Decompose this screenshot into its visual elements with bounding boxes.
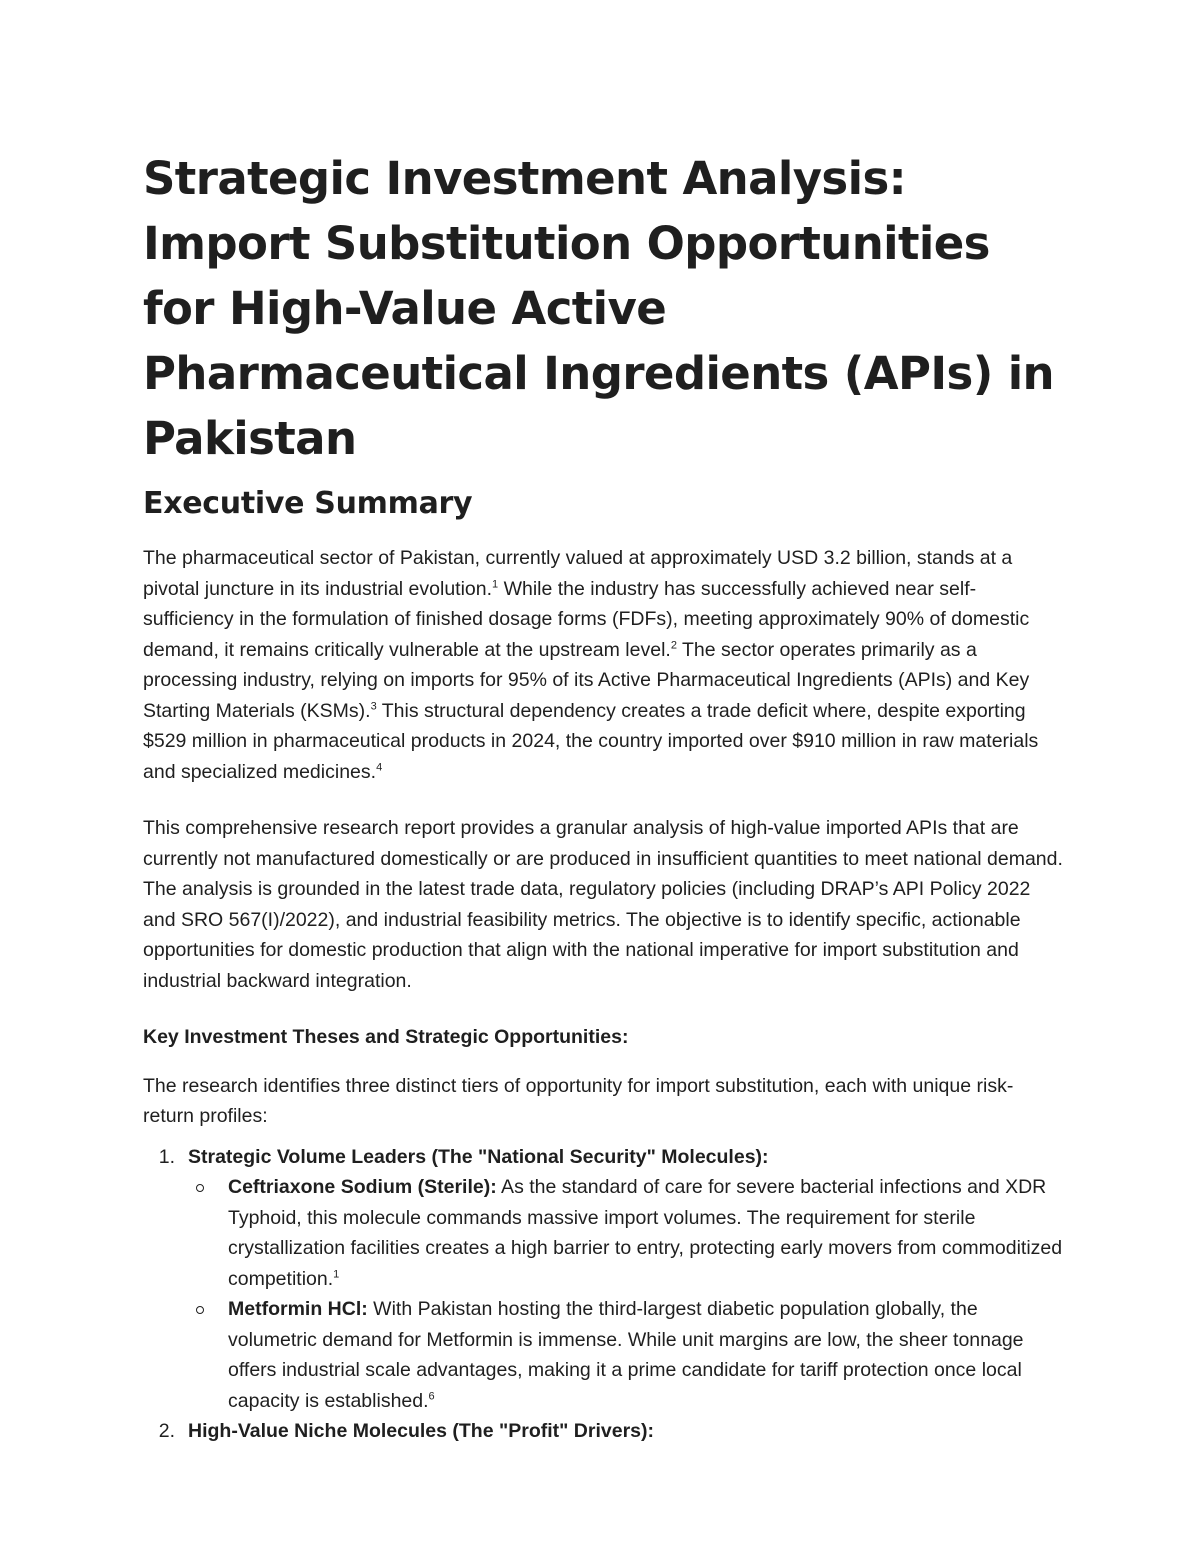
footnote-ref[interactable]: 4 [376, 761, 383, 773]
tier-list [143, 1142, 1063, 1447]
list-item [188, 1294, 1063, 1416]
tier-item [143, 1142, 1063, 1417]
executive-summary-paragraph-2: This comprehensive research report provides a granular analysis of high-value imported APIs that are currently not manufactured domestically or are produced in insufficient quantities to meet national demand. The analysis is grounded in the latest trade data, regulatory policies (including DRAP’s API Policy 2022 and SRO 567(I)/2022), and industrial feasibility metrics. The objective is to identify specific, actionable opportunities for domestic production that align with the national imperative for import substitution and industrial backward integration. [143, 817, 1063, 992]
tier-number: 1. [158, 1145, 175, 1168]
hollow-bullet-icon [196, 1306, 204, 1314]
key-theses-intro: The research identifies three distinct tiers of opportunity for import substitution, each with unique risk-return profiles: [143, 1074, 1014, 1127]
footnote-ref[interactable]: 3 [370, 700, 377, 712]
tier-title: Strategic Volume Leaders (The "National Security" Molecules): [188, 1145, 769, 1168]
molecule-name: Metformin HCl: [228, 1298, 368, 1320]
footnote-ref[interactable]: 1 [333, 1268, 340, 1280]
tier-sub-list [188, 1172, 1063, 1416]
text-span: This structural dependency creates a trade deficit where, despite exporting $529 million in pharmaceutical products in 2024, the country imported over $910 million in raw materials and specialized medicines. [143, 699, 1039, 783]
text-span: The sector operates primarily as a processing industry, relying on imports for 95% of its Active Pharmaceutical Ingredients (APIs) and Key Starting Materials (KSMs). [143, 638, 1030, 722]
molecule-name: Ceftriaxone Sodium (Sterile): [228, 1176, 497, 1198]
key-theses-heading: Key Investment Theses and Strategic Opportunities: [143, 1026, 629, 1048]
footnote-ref[interactable]: 6 [428, 1390, 435, 1402]
footnote-ref[interactable]: 2 [670, 639, 677, 651]
list-item [188, 1172, 1063, 1294]
tier-title: High-Value Niche Molecules (The "Profit" Drivers): [188, 1420, 655, 1442]
molecule-description: With Pakistan hosting the third-largest diabetic population globally, the volumetric demand for Metformin is immense. While unit margins are low, the sheer tonnage offers industrial scale advantages, making it a prime candidate for tariff protection once local capacity is established. [228, 1298, 1024, 1412]
executive-summary-paragraph-1 [143, 543, 1063, 787]
tier-number: 2. [158, 1420, 175, 1442]
tier-item [143, 1416, 1063, 1447]
hollow-bullet-icon [196, 1184, 204, 1192]
text-span: The pharmaceutical sector of Pakistan, currently valued at approximately USD 3.2 billion, stands at a pivotal juncture in its industrial evolution. [143, 547, 1013, 600]
text-span: While the industry has successfully achieved near self-sufficiency in the formulation of finished dosage forms (FDFs), meeting approximately 90% of domestic demand, it remains critically vulnerable at the upstream level. [143, 577, 1030, 661]
document-page [143, 146, 1063, 1447]
section-heading-executive-summary: Executive Summary [143, 486, 473, 521]
document-title: Strategic Investment Analysis: Import Substitution Opportunities for High-Value Active Pharmaceutical Ingredients (APIs) in Pakistan [143, 152, 1054, 465]
footnote-ref[interactable]: 1 [492, 578, 499, 590]
molecule-description: As the standard of care for severe bacterial infections and XDR Typhoid, this molecule commands massive import volumes. The requirement for sterile crystallization facilities creates a high barrier to entry, protecting early movers from commoditized competition. [228, 1176, 1063, 1290]
